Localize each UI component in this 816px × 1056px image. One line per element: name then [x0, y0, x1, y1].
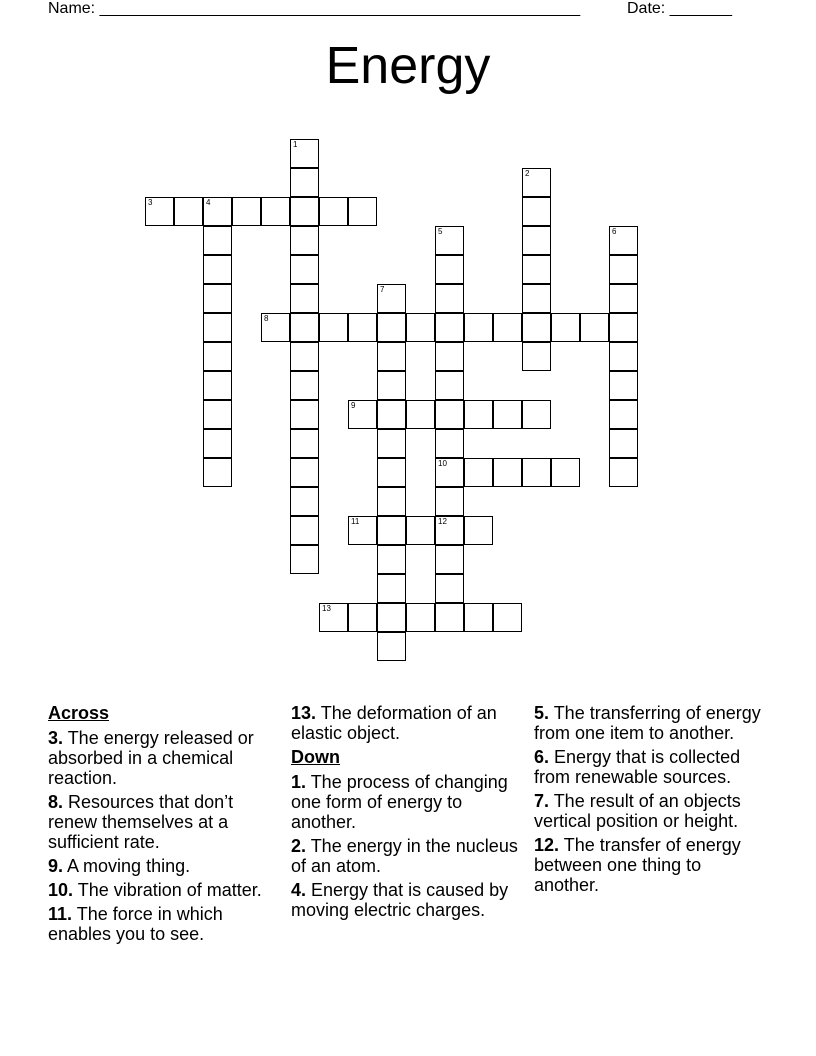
grid-cell[interactable] — [290, 487, 319, 516]
grid-cell[interactable] — [522, 168, 551, 197]
grid-cell[interactable] — [203, 458, 232, 487]
grid-cell[interactable] — [609, 342, 638, 371]
grid-cell[interactable] — [406, 516, 435, 545]
grid-cell[interactable] — [435, 313, 464, 342]
grid-cell[interactable] — [522, 197, 551, 226]
grid-cell[interactable] — [522, 226, 551, 255]
grid-cell[interactable] — [290, 371, 319, 400]
cell-number: 3 — [148, 198, 153, 207]
grid-cell[interactable] — [290, 400, 319, 429]
grid-cell[interactable] — [435, 516, 464, 545]
grid-cell[interactable] — [464, 603, 493, 632]
grid-cell[interactable] — [377, 284, 406, 313]
clue-column-3 — [534, 703, 769, 899]
grid-cell[interactable] — [377, 516, 406, 545]
grid-cell[interactable] — [377, 458, 406, 487]
down-clue-6: 6. Energy that is collected from renewable sources. — [534, 747, 741, 787]
grid-cell[interactable] — [203, 197, 232, 226]
grid-cell[interactable] — [435, 458, 464, 487]
down-heading: Down — [291, 747, 340, 767]
grid-cell[interactable] — [203, 313, 232, 342]
grid-cell[interactable] — [232, 197, 261, 226]
grid-cell[interactable] — [435, 603, 464, 632]
down-clue-4: 4. Energy that is caused by moving electric charges. — [291, 880, 509, 920]
grid-cell[interactable] — [290, 226, 319, 255]
down-clue-7: 7. The result of an objects vertical position or height. — [534, 791, 741, 831]
grid-cell[interactable] — [493, 313, 522, 342]
grid-cell[interactable] — [464, 516, 493, 545]
grid-cell[interactable] — [493, 603, 522, 632]
across-clue-8: 8. Resources that don’t renew themselves at a sufficient rate. — [48, 792, 234, 852]
grid-cell[interactable] — [174, 197, 203, 226]
across-clue-13: 13. The deformation of an elastic object. — [291, 703, 497, 743]
grid-cell[interactable] — [377, 487, 406, 516]
grid-cell[interactable] — [464, 313, 493, 342]
grid-cell[interactable] — [609, 284, 638, 313]
grid-cell[interactable] — [203, 371, 232, 400]
grid-cell[interactable] — [464, 458, 493, 487]
grid-cell[interactable] — [319, 313, 348, 342]
grid-cell[interactable] — [551, 313, 580, 342]
cell-number: 7 — [380, 285, 385, 294]
grid-cell[interactable] — [435, 545, 464, 574]
grid-cell[interactable] — [290, 255, 319, 284]
grid-cell[interactable] — [435, 574, 464, 603]
cell-number: 1 — [293, 140, 298, 149]
down-clue-12: 12. The transfer of energy between one thing to another. — [534, 835, 741, 895]
grid-cell[interactable] — [551, 458, 580, 487]
grid-cell[interactable] — [290, 429, 319, 458]
grid-cell[interactable] — [435, 429, 464, 458]
grid-cell[interactable] — [609, 226, 638, 255]
grid-cell[interactable] — [493, 458, 522, 487]
grid-cell[interactable] — [377, 574, 406, 603]
cell-number: 11 — [351, 517, 360, 526]
grid-cell[interactable] — [203, 284, 232, 313]
clue-column-1 — [48, 703, 278, 948]
grid-cell[interactable] — [493, 400, 522, 429]
grid-cell[interactable] — [377, 342, 406, 371]
down-clue-2: 2. The energy in the nucleus of an atom. — [291, 836, 518, 876]
grid-cell[interactable] — [435, 487, 464, 516]
grid-cell[interactable] — [290, 139, 319, 168]
grid-cell[interactable] — [290, 168, 319, 197]
grid-cell[interactable] — [203, 226, 232, 255]
grid-cell[interactable] — [290, 458, 319, 487]
page-title: Energy — [325, 37, 491, 95]
cell-number: 4 — [206, 198, 211, 207]
grid-cell[interactable] — [261, 197, 290, 226]
grid-cell[interactable] — [609, 429, 638, 458]
down-clue-5: 5. The transferring of energy from one item to another. — [534, 703, 761, 743]
grid-cell[interactable] — [435, 255, 464, 284]
date-field-label: Date: _______ — [627, 0, 732, 17]
grid-cell[interactable] — [319, 197, 348, 226]
name-field-label: Name: ______________________________________________________ — [48, 0, 581, 17]
grid-cell[interactable] — [145, 197, 174, 226]
grid-cell[interactable] — [435, 342, 464, 371]
grid-cell[interactable] — [377, 603, 406, 632]
grid-cell[interactable] — [261, 313, 290, 342]
across-clue-9: 9. A moving thing. — [48, 856, 191, 876]
clue-column-2 — [291, 703, 521, 924]
grid-cell[interactable] — [406, 603, 435, 632]
cell-number: 6 — [612, 227, 617, 236]
grid-cell[interactable] — [522, 342, 551, 371]
grid-cell[interactable] — [348, 313, 377, 342]
down-clue-1: 1. The process of changing one form of energy to another. — [291, 772, 508, 832]
grid-cell[interactable] — [609, 313, 638, 342]
grid-cell[interactable] — [348, 603, 377, 632]
grid-cell[interactable] — [290, 284, 319, 313]
grid-cell[interactable] — [435, 371, 464, 400]
across-clue-11: 11. The force in which enables you to see. — [48, 904, 223, 944]
grid-cell[interactable] — [348, 400, 377, 429]
grid-cell[interactable] — [377, 545, 406, 574]
grid-cell[interactable] — [464, 400, 493, 429]
cell-number: 13 — [322, 604, 331, 613]
grid-cell[interactable] — [377, 400, 406, 429]
grid-cell[interactable] — [406, 400, 435, 429]
grid-cell[interactable] — [522, 255, 551, 284]
grid-cell[interactable] — [377, 313, 406, 342]
across-clue-10: 10. The vibration of matter. — [48, 880, 262, 900]
grid-cell[interactable] — [203, 255, 232, 284]
grid-cell[interactable] — [290, 516, 319, 545]
grid-cell[interactable] — [290, 545, 319, 574]
grid-cell[interactable] — [435, 226, 464, 255]
grid-cell[interactable] — [522, 284, 551, 313]
grid-cell[interactable] — [290, 342, 319, 371]
grid-cell[interactable] — [609, 458, 638, 487]
grid-cell[interactable] — [348, 197, 377, 226]
grid-cell[interactable] — [203, 400, 232, 429]
grid-cell[interactable] — [377, 632, 406, 661]
grid-cell[interactable] — [348, 516, 377, 545]
across-heading: Across — [48, 703, 110, 723]
cell-number: 10 — [438, 459, 447, 468]
grid-cell[interactable] — [609, 371, 638, 400]
cell-number: 9 — [351, 401, 356, 410]
grid-cell[interactable] — [435, 284, 464, 313]
grid-cell[interactable] — [406, 313, 435, 342]
grid-cell[interactable] — [522, 458, 551, 487]
cell-number: 2 — [525, 169, 530, 178]
grid-cell[interactable] — [580, 313, 609, 342]
grid-cell[interactable] — [377, 371, 406, 400]
grid-cell[interactable] — [522, 313, 551, 342]
grid-cell[interactable] — [609, 255, 638, 284]
cell-number: 5 — [438, 227, 443, 236]
cell-number: 12 — [438, 517, 447, 526]
grid-cell[interactable] — [435, 400, 464, 429]
grid-cell[interactable] — [203, 342, 232, 371]
grid-cell[interactable] — [522, 400, 551, 429]
grid-cell[interactable] — [377, 429, 406, 458]
grid-cell[interactable] — [609, 400, 638, 429]
grid-cell[interactable] — [319, 603, 348, 632]
cell-number: 8 — [264, 314, 269, 323]
grid-cell[interactable] — [203, 429, 232, 458]
grid-cell[interactable] — [290, 197, 319, 226]
across-clue-3: 3. The energy released or absorbed in a chemical reaction. — [48, 728, 254, 788]
grid-cell[interactable] — [290, 313, 319, 342]
